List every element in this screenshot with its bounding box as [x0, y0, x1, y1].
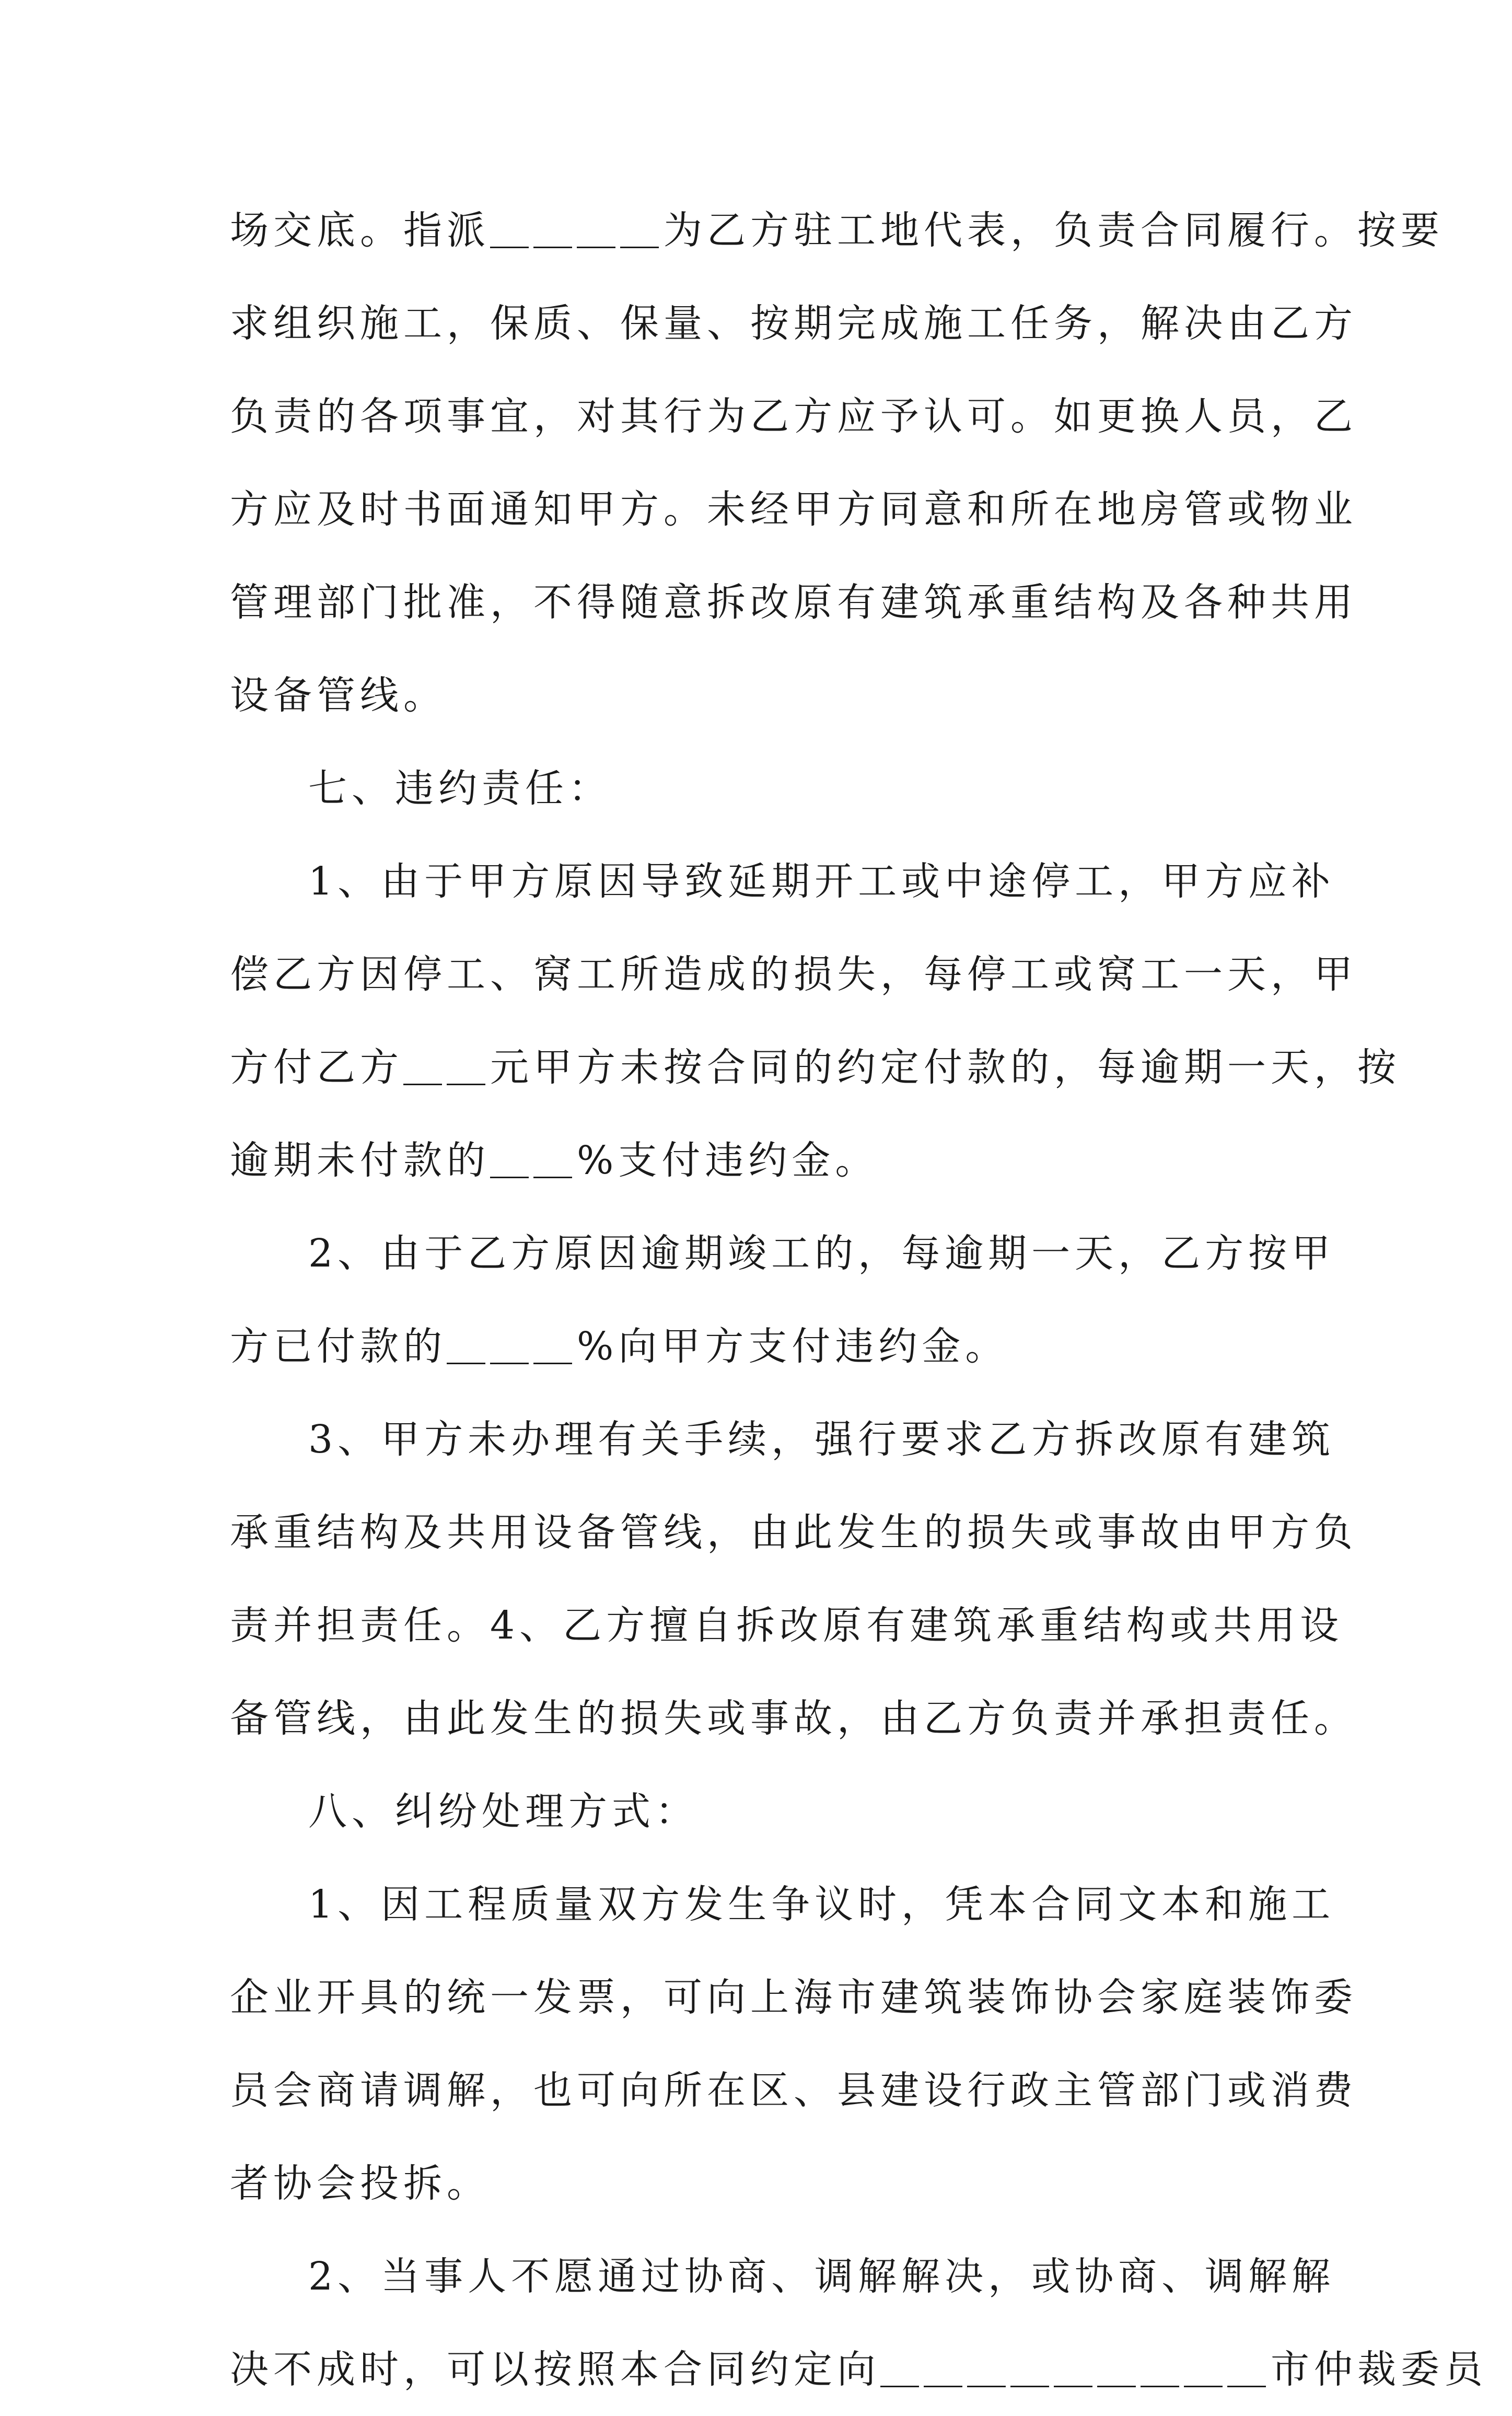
text-line: 方应及时书面通知甲方。未经甲方同意和所在地房管或物业 — [230, 487, 1357, 532]
section-heading-breach: 七、违约责任： — [308, 766, 612, 811]
text-line: 逾期未付款的＿＿%支付违约金。 — [230, 1138, 879, 1183]
text-line: 设备管线。 — [230, 673, 447, 718]
text-line: 偿乙方因停工、窝工所造成的损失，每停工或窝工一天，甲 — [230, 952, 1357, 997]
text-line: 企业开具的统一发票，可向上海市建筑装饰协会家庭装饰委 — [230, 1975, 1357, 2020]
text-line: 场交底。指派＿＿＿＿为乙方驻工地代表，负责合同履行。按要 — [230, 208, 1444, 253]
text-line: 2、当事人不愿通过协商、调解解决，或协商、调解解 — [308, 2254, 1335, 2299]
text-line: 方付乙方＿＿元甲方未按合同的约定付款的，每逾期一天，按 — [230, 1045, 1401, 1090]
text-line: 备管线，由此发生的损失或事故，由乙方负责并承担责任。 — [230, 1696, 1357, 1741]
section-heading-dispute: 八、纠纷处理方式： — [308, 1789, 699, 1834]
contract-body-text — [230, 184, 1487, 2416]
text-line: 承重结构及共用设备管线，由此发生的损失或事故由甲方负 — [230, 1510, 1357, 1555]
text-line: 者协会投拆。 — [230, 2161, 490, 2206]
text-line: 2、由于乙方原因逾期竣工的，每逾期一天，乙方按甲 — [308, 1231, 1335, 1276]
text-line: 1、因工程质量双方发生争议时，凭本合同文本和施工 — [308, 1882, 1335, 1927]
text-line: 负责的各项事宜，对其行为乙方应予认可。如更换人员，乙 — [230, 394, 1357, 439]
text-line: 方已付款的＿＿＿%向甲方支付违约金。 — [230, 1324, 1009, 1369]
text-line: 员会商请调解，也可向所在区、县建设行政主管部门或消费 — [230, 2068, 1357, 2113]
text-line: 3、甲方未办理有关手续，强行要求乙方拆改原有建筑 — [308, 1417, 1335, 1462]
text-line: 责并担责任。4、乙方擅自拆改原有建筑承重结构或共用设 — [230, 1603, 1344, 1648]
text-line: 求组织施工，保质、保量、按期完成施工任务，解决由乙方 — [230, 301, 1357, 346]
text-line: 1、由于甲方原因导致延期开工或中途停工，甲方应补 — [308, 859, 1335, 904]
text-line: 管理部门批准，不得随意拆改原有建筑承重结构及各种共用 — [230, 580, 1357, 625]
text-line: 决不成时，可以按照本合同约定向＿＿＿＿＿＿＿＿＿市仲裁委员 — [230, 2347, 1487, 2392]
